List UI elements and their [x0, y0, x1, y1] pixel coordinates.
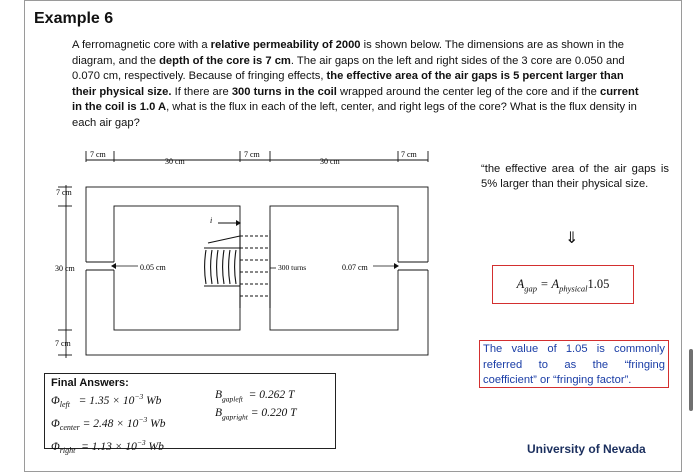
air-gap-right: [397, 262, 429, 270]
flux-right-exp: −3: [136, 438, 146, 448]
flux-center-value: = 2.48 × 10: [82, 417, 139, 430]
dim-label-left-bottom: 7 cm: [55, 339, 71, 348]
b-gap-left-value: = 0.262 T: [248, 389, 295, 401]
dim-label-left-mid: 30 cm: [55, 264, 75, 273]
current-label: i: [210, 216, 213, 225]
gap-area-formula: [492, 265, 634, 304]
formula-sub-physical: physical: [559, 283, 588, 294]
dim-label-top-30b: 30 cm: [320, 157, 340, 166]
b-sub-left: left: [233, 394, 243, 404]
formula-value: 1.05: [587, 277, 610, 291]
phi-symbol: Φ: [51, 417, 60, 430]
final-answers-heading: Final Answers:: [51, 377, 129, 389]
formula-a: A: [516, 277, 525, 291]
arrow-down-icon: ⇓: [565, 228, 579, 247]
problem-text-5: wrapped around the center leg of the core and if the: [336, 85, 600, 98]
scrollbar-thumb[interactable]: [689, 349, 693, 411]
gap-label-left: 0.05 cm: [140, 263, 166, 272]
dim-label-top-left: 7 cm: [90, 150, 106, 159]
phi-sub-left: left: [59, 400, 70, 410]
problem-text-2: is shown below. The dimensions are as shown in the diagram, and the: [72, 39, 625, 67]
b-symbol: B: [215, 407, 223, 420]
core-window-left: [114, 206, 240, 330]
fringing-coefficient-note: The value of 1.05 is commonly referred to as the “fringing coefficient” or “fringing factor”.: [479, 340, 669, 388]
phi-symbol: Φ: [51, 441, 60, 454]
answer-b-gap-left: [215, 388, 297, 406]
flux-left-exp: −3: [134, 392, 144, 401]
problem-bold-2: depth of the core is 7 cm: [159, 54, 291, 67]
flux-center-exp: −3: [138, 415, 148, 425]
problem-text-4: If there are: [171, 85, 232, 98]
formula-eq: = A: [537, 277, 560, 291]
problem-text-3: . The air gaps on the left and right sides of the 3 core are 0.050 and 0.070 cm, respectively. Because of fringing effects,: [72, 54, 625, 83]
flux-density-answers: [215, 388, 297, 425]
flux-right-unit: Wb: [145, 441, 164, 454]
phi-symbol: Φ: [51, 394, 60, 407]
flux-left-unit: Wb: [143, 394, 162, 407]
problem-text-6: , what is the flux in each of the left, center, and right legs of the core? What is the flux density in each air gap?: [72, 101, 637, 129]
flux-left-value: = 1.35 × 10: [78, 394, 135, 407]
dim-label-top-right: 7 cm: [401, 150, 417, 159]
problem-text-1: A ferromagnetic core with a: [72, 39, 211, 51]
formula-sub-gap: gap: [524, 283, 538, 294]
problem-bold-3: the effective area of the air gaps is 5 percent larger than their physical size.: [72, 70, 624, 98]
gap-label-right: 0.07 cm: [342, 263, 368, 272]
phi-sub-center: center: [59, 423, 80, 433]
dim-label-top-30a: 30 cm: [165, 157, 185, 166]
slide-title: Example 6: [34, 10, 114, 27]
b-sub-gap: gap: [222, 394, 234, 404]
flux-right-value: = 1.13 × 10: [81, 441, 137, 454]
answer-flux-right: [51, 435, 329, 458]
answer-b-gap-right: [215, 406, 297, 424]
problem-bold-4: 300 turns in the coil: [231, 85, 337, 98]
air-gap-left: [85, 262, 115, 270]
university-logo-text: University of Nevada: [527, 442, 646, 456]
effective-area-note: “the effective area of the air gaps is 5% larger than their physical size.: [481, 163, 669, 191]
b-symbol: B: [215, 389, 223, 401]
final-answers-box: [44, 373, 336, 456]
b-gap-right-value: = 0.220 T: [250, 407, 297, 420]
dim-label-left-top: 7 cm: [56, 188, 72, 197]
coil: [204, 230, 270, 308]
turns-label: 300 turns: [278, 263, 307, 272]
flux-center-unit: Wb: [147, 417, 166, 430]
problem-bold-5: current in the coil is 1.0 A: [72, 85, 639, 114]
problem-bold-1: relative permeability of 2000: [210, 39, 361, 51]
b-sub-right: right: [233, 412, 248, 422]
dim-label-top-center: 7 cm: [244, 150, 260, 159]
phi-sub-right: right: [59, 446, 76, 456]
b-sub-gap: gap: [222, 412, 234, 422]
